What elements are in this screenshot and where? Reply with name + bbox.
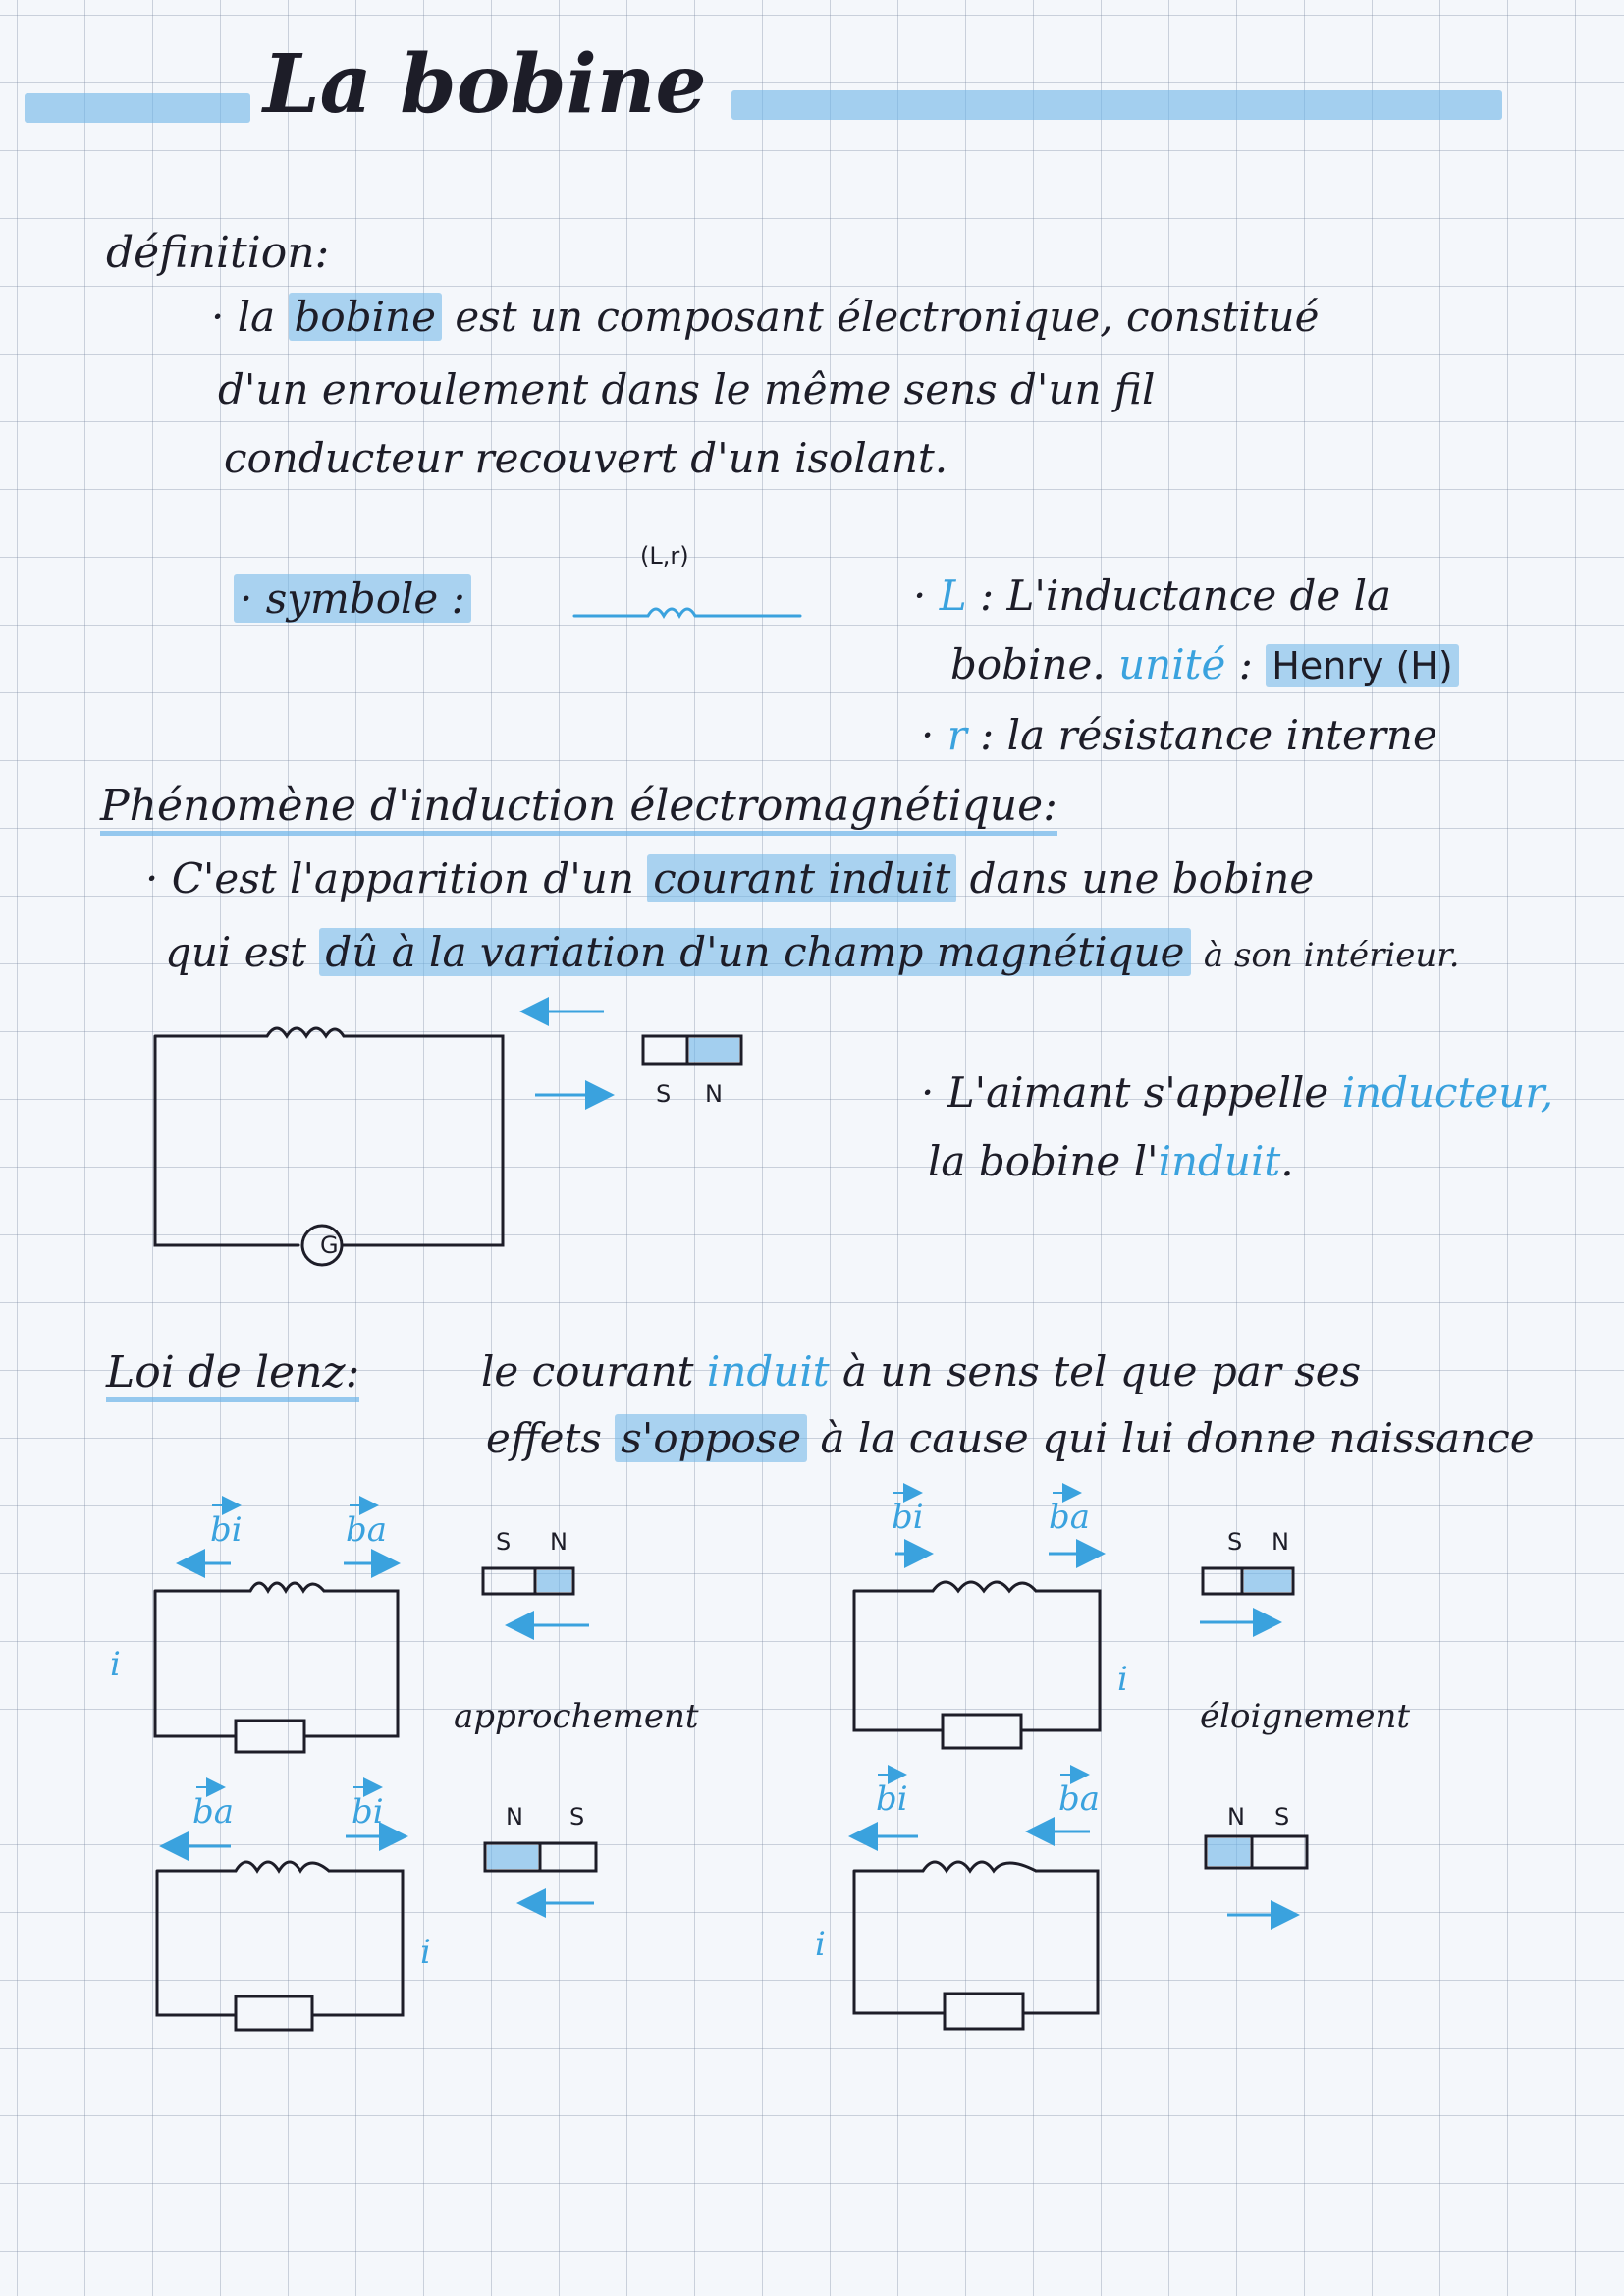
q3-n-label: N — [506, 1803, 523, 1831]
induction-coil — [267, 1028, 344, 1036]
induction-line2-post: à son intérieur. — [1203, 936, 1460, 975]
definition-line-2: d'un enroulement dans le même sens d'un fil — [218, 365, 1156, 413]
q1-s-label: S — [496, 1528, 512, 1556]
symbol-r-letter: r — [947, 711, 967, 759]
page-title: La bobine — [263, 37, 707, 132]
q4-s-label: S — [1274, 1803, 1290, 1831]
induction-line1-pre: · C'est l'apparition d'un — [145, 854, 634, 902]
induit-note-pre: la bobine l' — [928, 1137, 1159, 1185]
induction-keyword-2: dû à la variation d'un champ magnétique — [319, 928, 1190, 976]
magnet-n-label: N — [705, 1080, 723, 1108]
q4-circuit — [854, 1871, 1098, 2013]
lenz-keyword-oppose: s'oppose — [615, 1414, 807, 1462]
symbol-r-line: · r : la résistance interne — [921, 711, 1437, 759]
symbol-unit-colon: : — [1238, 640, 1253, 688]
symbol-r-desc: : la résistance interne — [980, 711, 1437, 759]
induit-note-post: . — [1280, 1137, 1294, 1185]
q4-resistor — [945, 1994, 1023, 2029]
inductor-note-keyword: inducteur, — [1341, 1068, 1554, 1117]
q1-n-label: N — [550, 1528, 568, 1556]
definition-post: est un composant électronique, constitué — [455, 293, 1320, 341]
q2-ba-label: ba — [1049, 1498, 1091, 1537]
coil-symbol — [574, 609, 800, 616]
q3-bi-label: bi — [352, 1792, 384, 1831]
q4-bi-label: bi — [876, 1779, 908, 1819]
approach-label: approchement — [454, 1697, 699, 1736]
q3-resistor — [236, 1996, 312, 2030]
q1-circuit — [155, 1591, 398, 1736]
q2-circuit — [854, 1591, 1100, 1730]
q2-resistor — [943, 1715, 1021, 1748]
galvanometer-symbol — [302, 1226, 342, 1265]
magnet-s-label: S — [656, 1080, 672, 1108]
symbol-unit-label: unité — [1118, 640, 1226, 688]
q2-i-label: i — [1117, 1660, 1128, 1699]
induit-note-keyword: induit — [1158, 1137, 1281, 1185]
symbol-unit-value: Henry (H) — [1266, 644, 1458, 687]
symbol-param-label: (L,r) — [640, 542, 689, 570]
symbol-L-letter: L — [939, 572, 967, 620]
induction-circuit — [155, 1036, 503, 1245]
definition-line-3: conducteur recouvert d'un isolant. — [224, 434, 948, 482]
galvanometer-label: G — [320, 1231, 339, 1259]
lenz-line2-pre: effets — [486, 1414, 602, 1462]
lenz-line1-pre: le courant — [481, 1347, 694, 1395]
q1-ba-label: ba — [346, 1510, 388, 1550]
lenz-line2-post: à la cause qui lui donne naissance — [820, 1414, 1535, 1462]
definition-heading: définition: — [106, 228, 330, 278]
away-label: éloignement — [1200, 1697, 1411, 1736]
symbol-L-line: · L : L'inductance de la — [913, 572, 1392, 620]
induction-keyword-1: courant induit — [647, 854, 956, 902]
q3-s-label: S — [569, 1803, 585, 1831]
symbol-label-text: · symbole : — [234, 574, 471, 623]
q2-s-label: S — [1227, 1528, 1243, 1556]
q4-n-label: N — [1227, 1803, 1245, 1831]
q1-bi-label: bi — [210, 1510, 243, 1550]
q3-i-label: i — [420, 1933, 431, 1972]
lenz-line1-post: à un sens tel que par ses — [842, 1347, 1362, 1395]
symbol-L-desc: : L'inductance de la — [979, 572, 1392, 620]
q3-ba-label: ba — [192, 1792, 235, 1831]
q4-i-label: i — [815, 1925, 826, 1964]
lenz-heading: Loi de lenz: — [106, 1347, 359, 1402]
q4-ba-label: ba — [1058, 1779, 1101, 1819]
q2-bi-label: bi — [892, 1498, 924, 1537]
q2-n-label: N — [1272, 1528, 1289, 1556]
definition-keyword: bobine — [289, 293, 442, 341]
symbol-L-desc2: bobine. — [950, 640, 1106, 688]
induction-heading: Phénomène d'induction électromagnétique: — [100, 781, 1057, 836]
lenz-keyword-induit: induit — [706, 1347, 830, 1395]
induction-line1-post: dans une bobine — [969, 854, 1315, 902]
inductor-note-pre: · L'aimant s'appelle — [921, 1068, 1329, 1117]
definition-pre: · la — [211, 293, 276, 341]
induction-line2-pre: qui est — [165, 928, 307, 976]
q3-circuit — [157, 1871, 403, 2015]
q1-resistor — [236, 1721, 304, 1752]
q1-i-label: i — [110, 1645, 121, 1684]
